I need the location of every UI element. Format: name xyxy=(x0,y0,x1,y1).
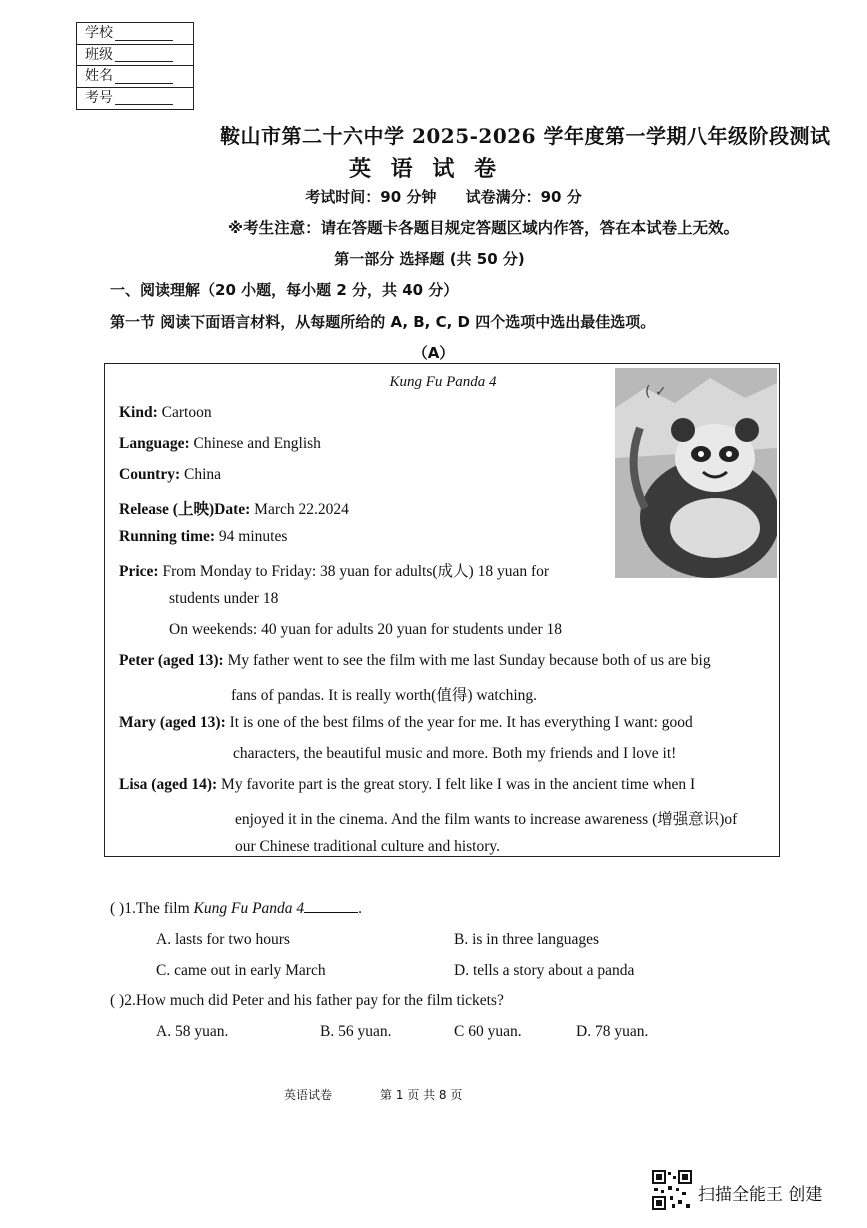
country-line xyxy=(119,466,221,484)
exam-meta xyxy=(10,186,867,207)
field-value: 94 minutes xyxy=(215,528,288,545)
info-label: 考号 xyxy=(85,89,113,106)
question-text: 2.How much did Peter and his father pay for the film tickets? xyxy=(124,992,504,1009)
release-line xyxy=(119,497,349,519)
footer-subject: 英语试卷 xyxy=(284,1088,333,1102)
answer-paren: ( ) xyxy=(110,992,125,1009)
info-row-school xyxy=(77,23,193,45)
field-label: Price: xyxy=(119,563,159,580)
question-1-stem xyxy=(110,900,362,918)
q2-option-a[interactable]: A. 58 yuan. xyxy=(156,1023,229,1040)
student-info-box xyxy=(76,22,194,110)
field-label: Release (上映)Date: xyxy=(119,501,251,518)
reviewer-label: Mary (aged 13): xyxy=(119,714,226,731)
info-label: 学校 xyxy=(85,25,113,41)
kind-line xyxy=(119,404,212,422)
info-row-exam-number xyxy=(77,88,193,110)
peter-review-2: fans of pandas. It is really worth(值得) watching. xyxy=(231,687,538,704)
q2-option-c[interactable]: C 60 yuan. xyxy=(454,1023,522,1040)
blank-line xyxy=(115,90,173,105)
info-label: 班级 xyxy=(85,46,113,63)
info-row-class xyxy=(77,45,193,67)
section-heading: 一、阅读理解（20 小题，每小题 2 分，共 40 分） xyxy=(110,281,459,299)
qr-code-icon xyxy=(652,1170,692,1210)
exam-title: 鞍山市第二十六中学 2025-2026 学年度第一学期八年级阶段测试 xyxy=(220,124,831,148)
film-title: Kung Fu Panda 4 xyxy=(193,900,305,917)
q1-option-d[interactable]: D. tells a story about a panda xyxy=(454,962,635,979)
lisa-review-2: enjoyed it in the cinema. And the film wants to increase awareness (增强意识)of xyxy=(235,811,738,828)
reviewer-label: Lisa (aged 14): xyxy=(119,776,218,793)
language-line xyxy=(119,435,321,453)
answer-blank xyxy=(304,900,358,913)
running-line xyxy=(119,528,287,546)
q1-option-b[interactable]: B. is in three languages xyxy=(454,931,600,948)
page-footer xyxy=(284,1086,510,1103)
exam-notice: ※考生注意：请在答题卡各题目规定答题区域内作答，答在本试卷上无效。 xyxy=(228,219,740,237)
q2-option-d[interactable]: D. 78 yuan. xyxy=(576,1023,649,1040)
reviewer-label: Peter (aged 13): xyxy=(119,652,224,669)
passage-box xyxy=(104,363,780,857)
info-label: 姓名 xyxy=(85,68,113,84)
part-heading: 第一部分 选择题 (共 50 分) xyxy=(334,250,525,268)
mary-review-2: characters, the beautiful music and more. Both my friends and I love it! xyxy=(233,745,677,762)
exam-subtitle: 英 语 试 卷 xyxy=(349,156,502,182)
field-value: From Monday to Friday: 38 yuan for adults(成人) 18 yuan for xyxy=(158,563,550,580)
section-instruction: 第一节 阅读下面语言材料，从每题所给的 A, B, C, D 四个选项中选出最佳选项。 xyxy=(110,313,656,331)
price-line xyxy=(119,559,549,581)
q1-option-a[interactable]: A. lasts for two hours xyxy=(156,931,290,948)
peter-review xyxy=(119,652,711,670)
blank-line xyxy=(115,69,173,84)
blank-line xyxy=(115,26,173,41)
review-text: It is one of the best films of the year for me. It has everything I want: good xyxy=(225,714,693,731)
mary-review xyxy=(119,714,693,732)
passage-label: （A） xyxy=(412,344,455,362)
price-line-2: students under 18 xyxy=(169,590,279,607)
exam-score: 试卷满分：90 分 xyxy=(465,188,582,206)
answer-paren: ( ) xyxy=(110,900,125,917)
movie-poster-image xyxy=(615,368,777,578)
field-label: Language: xyxy=(119,435,190,452)
svg-text:( ✓: ( ✓ xyxy=(645,384,667,400)
review-text: My father went to see the film with me last Sunday because both of us are big xyxy=(223,652,711,669)
question-2-stem xyxy=(110,992,504,1010)
field-label: Country: xyxy=(119,466,181,483)
passage-title: Kung Fu Panda 4 xyxy=(389,374,497,390)
question-end: . xyxy=(358,900,363,917)
info-row-name xyxy=(77,66,193,88)
lisa-review xyxy=(119,776,695,794)
price-line-3: On weekends: 40 yuan for adults 20 yuan for students under 18 xyxy=(169,621,563,638)
scanner-watermark-text: 扫描全能王 创建 xyxy=(698,1185,823,1205)
footer-page-number: 第 1 页 共 8 页 xyxy=(380,1088,463,1102)
field-value: China xyxy=(180,466,222,483)
field-value: March 22.2024 xyxy=(250,501,349,518)
review-text: My favorite part is the great story. I felt like I was in the ancient time when I xyxy=(217,776,696,793)
field-label: Kind: xyxy=(119,404,158,421)
field-label: Running time: xyxy=(119,528,216,545)
exam-time: 考试时间：90 分钟 xyxy=(305,188,437,206)
field-value: Chinese and English xyxy=(189,435,321,452)
q1-option-c[interactable]: C. came out in early March xyxy=(156,962,326,979)
field-value: Cartoon xyxy=(157,404,212,421)
lisa-review-3: our Chinese traditional culture and history. xyxy=(235,838,501,855)
question-text: 1.The film xyxy=(124,900,194,917)
q2-option-b[interactable]: B. 56 yuan. xyxy=(320,1023,392,1040)
blank-line xyxy=(115,47,173,62)
